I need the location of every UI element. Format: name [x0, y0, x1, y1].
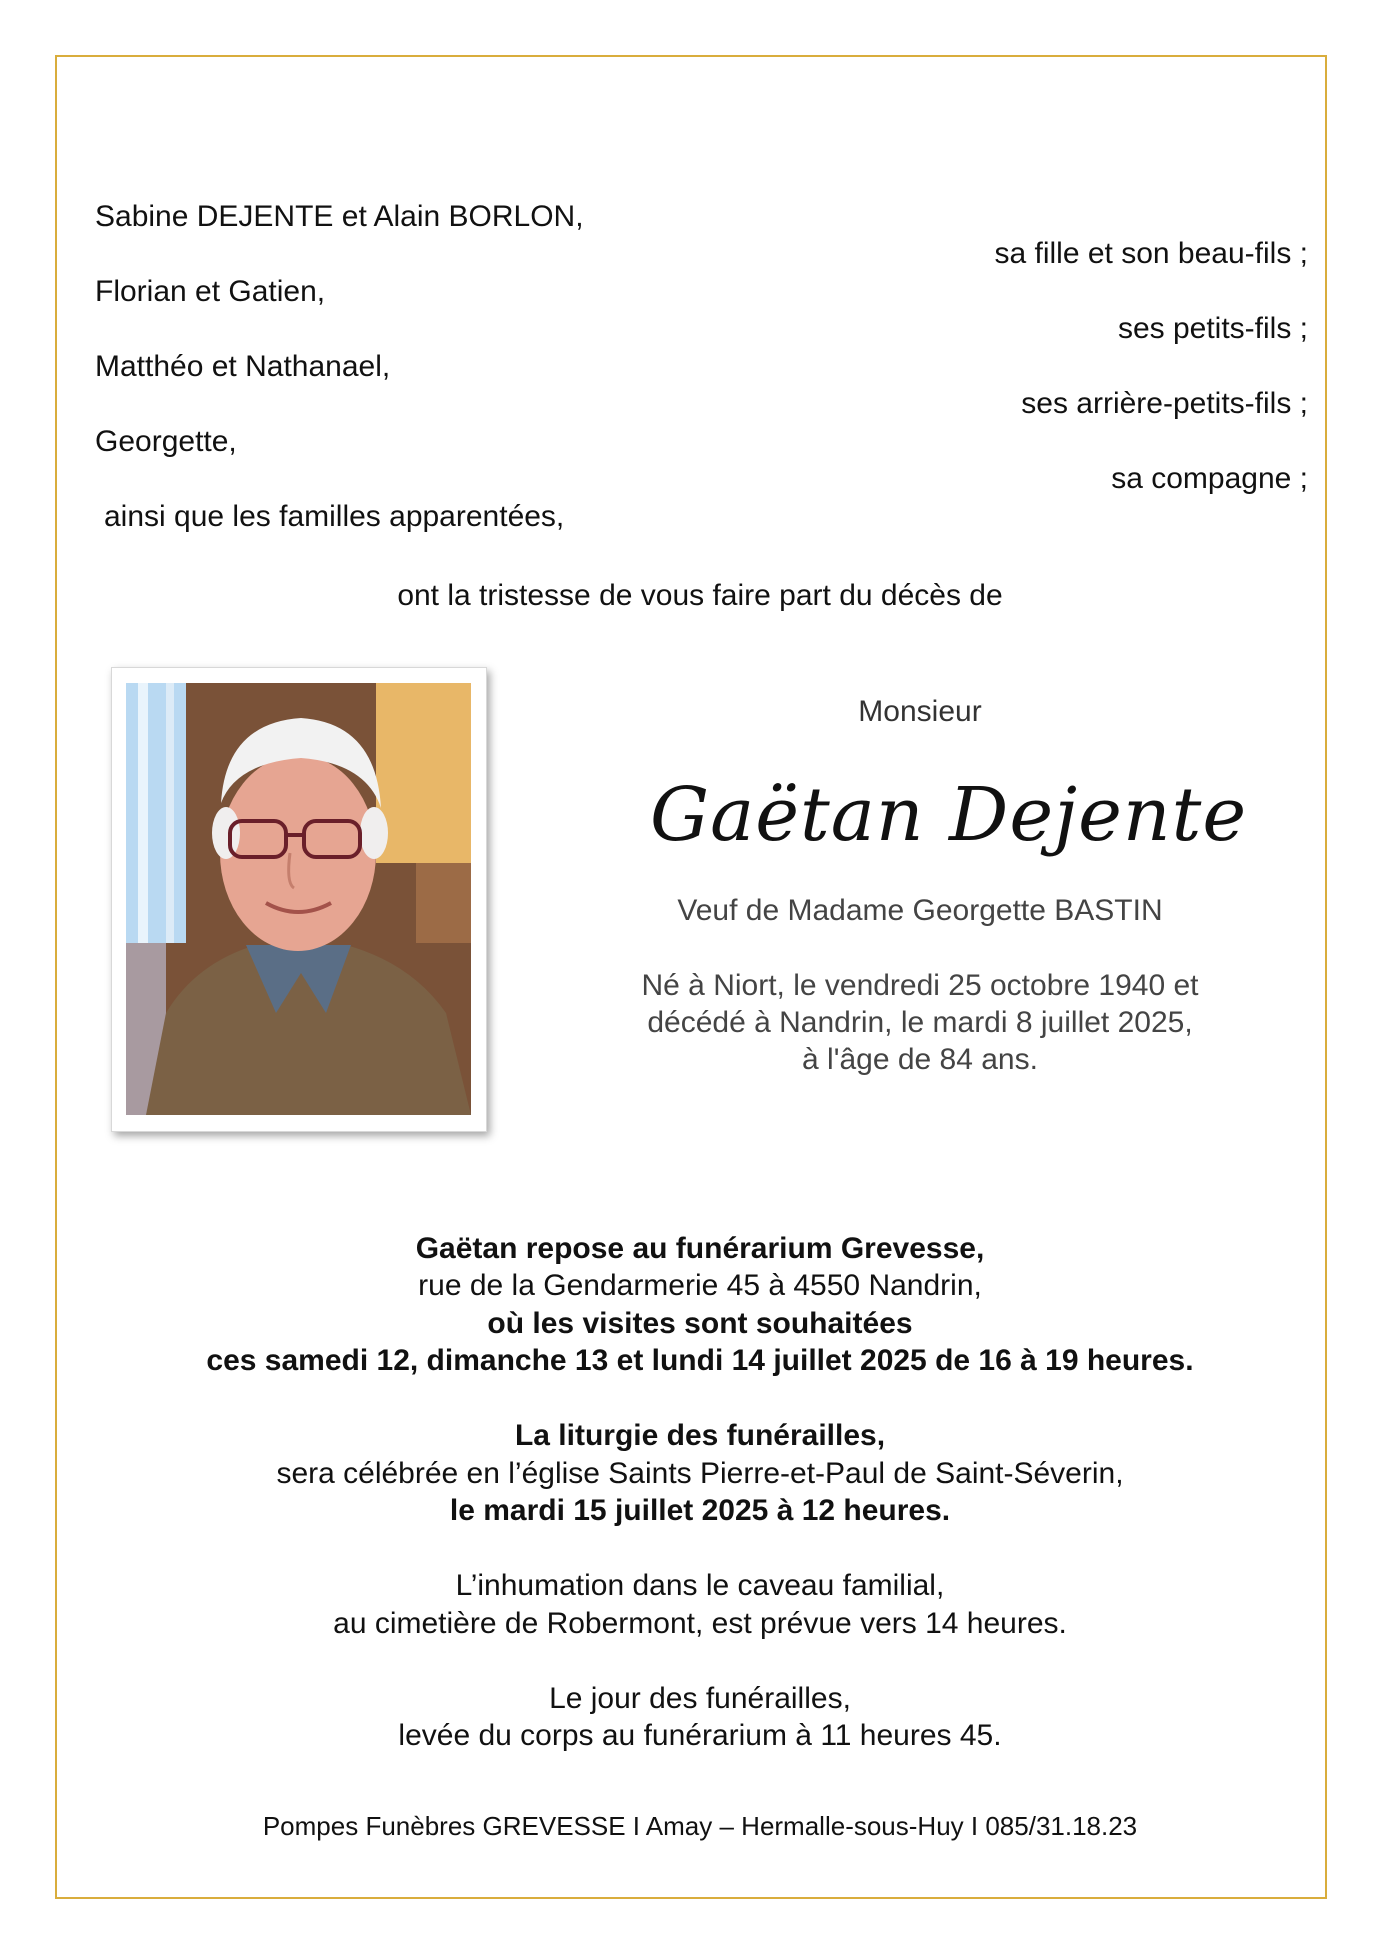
liturgy-date: le mardi 15 juillet 2025 à 12 heures. — [449, 1494, 951, 1527]
visitation-heading: Gaëtan repose au funérarium Grevesse, — [415, 1232, 985, 1265]
age-line: à l'âge de 84 ans. — [802, 1043, 1038, 1076]
families-line: ainsi que les familles apparentées, — [104, 500, 565, 533]
honorific: Monsieur — [858, 695, 982, 728]
burial-line-2: au cimetière de Robermont, est prévue vers 14 heures. — [333, 1607, 1067, 1640]
liturgy-place: sera célébrée en l’église Saints Pierre-et-Paul de Saint-Séverin, — [276, 1457, 1124, 1490]
visitation-note: où les visites sont souhaitées — [487, 1307, 913, 1340]
family-relation-3: ses arrière-petits-fils ; — [1021, 387, 1308, 420]
death-line: décédé à Nandrin, le mardi 8 juillet 2025, — [647, 1006, 1193, 1039]
portrait-photo — [126, 683, 471, 1115]
announcement-text: ont la tristesse de vous faire part du décès de — [397, 579, 1003, 612]
departure-line-1: Le jour des funérailles, — [549, 1682, 851, 1715]
family-relation-1: sa fille et son beau-fils ; — [994, 237, 1308, 270]
family-names-4: Georgette, — [95, 425, 237, 458]
visitation-dates: ces samedi 12, dimanche 13 et lundi 14 juillet 2025 de 16 à 19 heures. — [206, 1344, 1194, 1377]
departure-line-2: levée du corps au funérarium à 11 heures 45. — [398, 1719, 1002, 1752]
deceased-name: Gaëtan Dejente — [650, 772, 1248, 858]
birth-line: Né à Niort, le vendredi 25 octobre 1940 et — [641, 969, 1199, 1002]
visitation-address: rue de la Gendarmerie 45 à 4550 Nandrin, — [418, 1269, 982, 1302]
burial-line-1: L’inhumation dans le caveau familial, — [455, 1569, 945, 1602]
family-relation-4: sa compagne ; — [1111, 462, 1308, 495]
liturgy-heading: La liturgie des funérailles, — [514, 1419, 886, 1452]
family-relation-2: ses petits-fils ; — [1117, 312, 1308, 345]
family-names-2: Florian et Gatien, — [95, 275, 326, 308]
widower-line: Veuf de Madame Georgette BASTIN — [677, 894, 1163, 927]
family-names-3: Matthéo et Nathanael, — [95, 350, 391, 383]
portrait-frame — [111, 667, 487, 1132]
family-names-1: Sabine DEJENTE et Alain BORLON, — [95, 200, 584, 233]
funeral-home-footer: Pompes Funèbres GREVESSE I Amay – Hermalle-sous-Huy I 085/31.18.23 — [262, 1811, 1138, 1841]
